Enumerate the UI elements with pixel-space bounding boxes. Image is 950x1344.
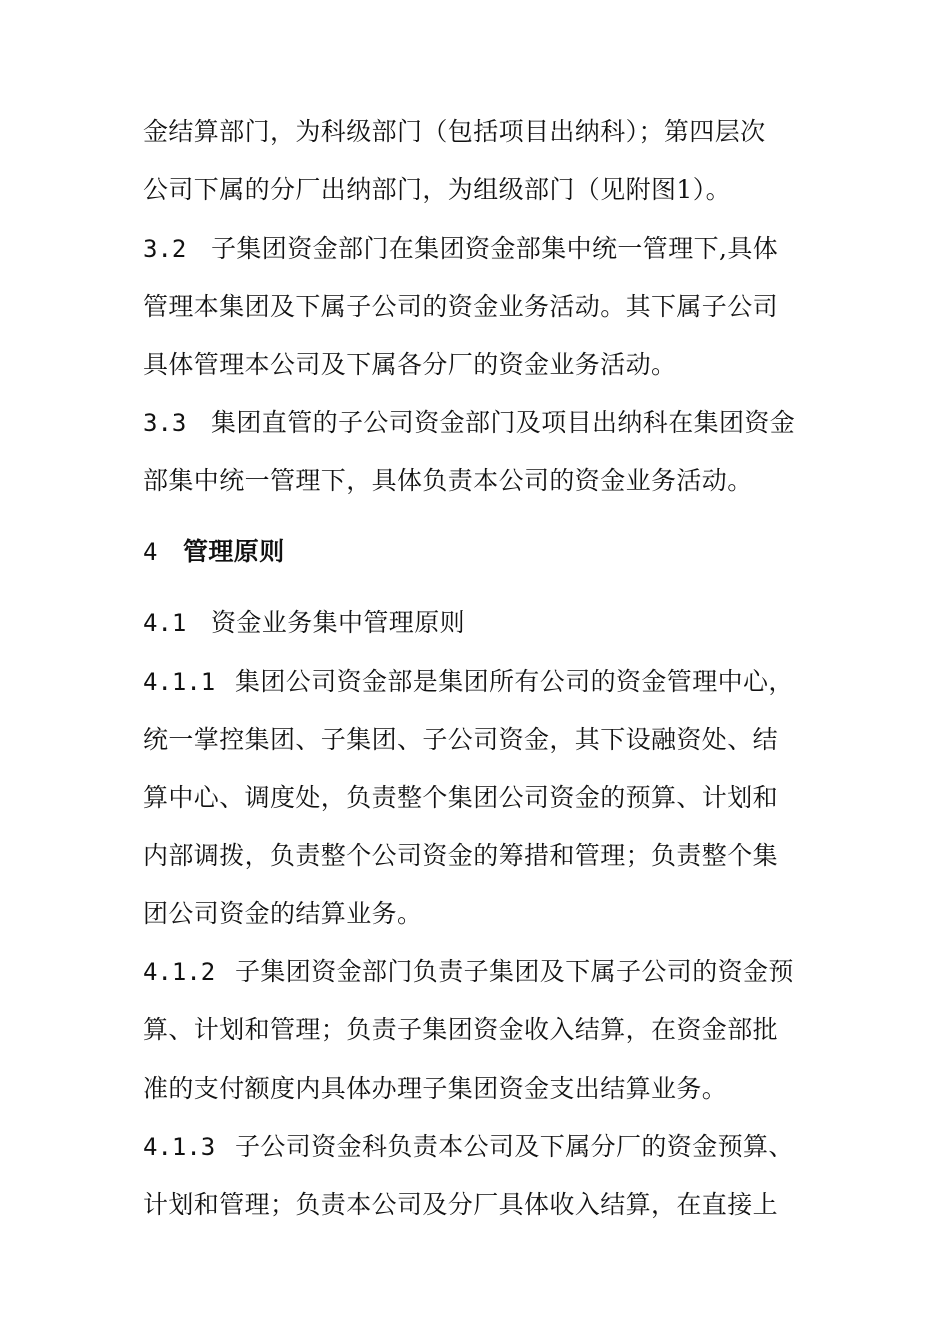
- section-3-2-line: [143, 232, 813, 266]
- section-number: 4.1.1: [143, 668, 216, 696]
- section-4-heading: [143, 535, 813, 569]
- paragraph-line: 部集中统一管理下，具体负责本公司的资金业务活动。: [143, 466, 753, 495]
- section-number: 4.1.3: [143, 1133, 216, 1161]
- section-number: 4.1: [143, 609, 187, 637]
- section-text: 子公司资金科负责本公司及下属分厂的资金预算、: [235, 1132, 794, 1161]
- section-number: 3.2: [143, 235, 187, 263]
- section-3-3-line: [143, 406, 813, 440]
- section-4-1-3-line: [143, 1130, 813, 1164]
- paragraph-line: 具体管理本公司及下属各分厂的资金业务活动。: [143, 350, 677, 379]
- paragraph-line: 算、计划和管理；负责子集团资金收入结算，在资金部批: [143, 1015, 779, 1044]
- section-number: 3.3: [143, 409, 187, 437]
- section-4-1-2-line: [143, 955, 813, 989]
- paragraph-line: 管理本集团及下属子公司的资金业务活动。其下属子公司: [143, 292, 779, 321]
- section-text: 集团公司资金部是集团所有公司的资金管理中心，: [235, 667, 794, 696]
- paragraph-line: 内部调拨，负责整个公司资金的筹措和管理；负责整个集: [143, 841, 779, 870]
- section-text: 子集团资金部门负责子集团及下属子公司的资金预: [235, 957, 794, 986]
- paragraph-line: 团公司资金的结算业务。: [143, 899, 423, 928]
- paragraph-line: 金结算部门，为科级部门（包括项目出纳科）；第四层次: [143, 117, 766, 146]
- paragraph-line: 统一掌控集团、子集团、子公司资金，其下设融资处、结: [143, 725, 779, 754]
- section-number: 4.1.2: [143, 958, 216, 986]
- section-text: 资金业务集中管理原则: [211, 608, 466, 637]
- section-text: 集团直管的子公司资金部门及项目出纳科在集团资金: [211, 408, 796, 437]
- section-4-1-line: [143, 606, 813, 640]
- section-4-1-1-line: [143, 665, 813, 699]
- heading-title: 管理原则: [183, 537, 285, 566]
- section-text: 子集团资金部门在集团资金部集中统一管理下,具体: [211, 234, 779, 263]
- paragraph-line: 准的支付额度内具体办理子集团资金支出结算业务。: [143, 1074, 728, 1103]
- paragraph-line: 公司下属的分厂出纳部门，为组级部门（见附图1）。: [143, 175, 732, 204]
- heading-number: 4: [143, 538, 158, 566]
- paragraph-line: 计划和管理；负责本公司及分厂具体收入结算，在直接上: [143, 1190, 779, 1219]
- paragraph-line: 算中心、调度处，负责整个集团公司资金的预算、计划和: [143, 783, 779, 812]
